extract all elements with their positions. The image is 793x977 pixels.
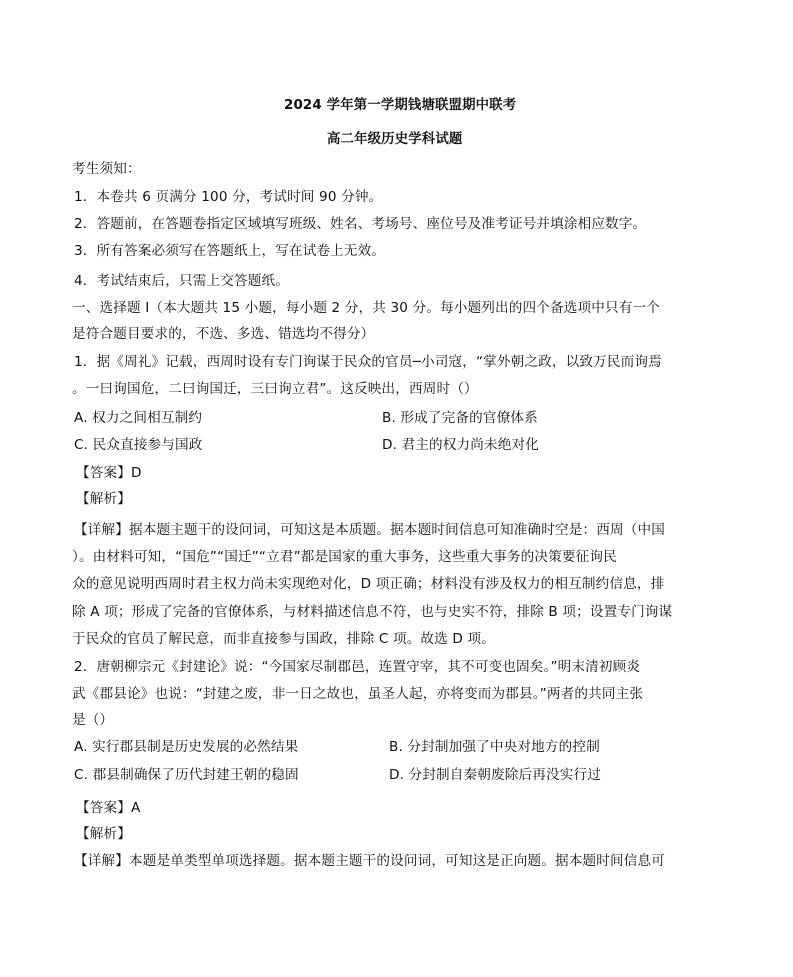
q1-answer: 【答案】D bbox=[76, 465, 142, 481]
q2-answer: 【答案】A bbox=[76, 800, 141, 816]
q2-stem-line-2: 武《郡县论》也说：“封建之废，非一日之故也，虽圣人起，亦将变而为郡县。”两者的共同主张 bbox=[72, 686, 644, 702]
q1-analysis-heading: 【解析】 bbox=[76, 491, 131, 507]
q1-option-b: B. 形成了完备的官僚体系 bbox=[382, 410, 538, 426]
q1-detail-line-3: 众的意见说明西周时君主权力尚未实现绝对化，D 项正确；材料没有涉及权力的相互制约信息，排 bbox=[72, 576, 665, 592]
q1-option-c: C. 民众直接参与国政 bbox=[74, 437, 203, 453]
exam-subtitle: 高二年级历史学科试题 bbox=[327, 132, 463, 147]
notice-item-2: 2．答题前，在答题卷指定区域填写班级、姓名、考场号、座位号及准考证号并填涂相应数字。 bbox=[74, 216, 647, 232]
notice-item-1: 1．本卷共 6 页满分 100 分，考试时间 90 分钟。 bbox=[74, 189, 383, 205]
q2-option-c: C. 郡县制确保了历代封建王朝的稳固 bbox=[74, 767, 299, 783]
q1-detail-line-5: 于民众的官员了解民意，而非直接参与国政，排除 C 项。故选 D 项。 bbox=[72, 631, 495, 647]
q1-detail-line-4: 除 A 项；形成了完备的官僚体系，与材料描述信息不符，也与史实不符，排除 B 项；设置专门询谋 bbox=[72, 604, 673, 620]
q1-stem-line-2: 。一曰询国危，二曰询国迁，三曰询立君”。这反映出，西周时（） bbox=[72, 381, 478, 397]
section-heading-line-1: 一、选择题 I（本大题共 15 小题，每小题 2 分，共 30 分。每小题列出的四个备选项中只有一个 bbox=[72, 300, 660, 316]
q2-detail-line-1: 【详解】本题是单类型单项选择题。据本题主题干的设问词，可知这是正向题。据本题时间信息可 bbox=[74, 853, 665, 869]
section-heading-line-2: 是符合题目要求的，不选、多选、错选均不得分） bbox=[72, 326, 375, 342]
exam-title: 2024 学年第一学期钱塘联盟期中联考 bbox=[284, 98, 517, 113]
notice-item-4: 4．考试结束后，只需上交答题纸。 bbox=[74, 273, 289, 289]
q1-detail-line-2: ）。由材料可知，“国危”“国迁”“立君”都是国家的重大事务，这些重大事务的决策要征询民 bbox=[72, 549, 617, 565]
q1-detail-line-1: 【详解】据本题主题干的设问词，可知这是本质题。据本题时间信息可知准确时空是：西周（中国 bbox=[74, 522, 665, 538]
q2-analysis-heading: 【解析】 bbox=[76, 826, 131, 842]
notice-heading: 考生须知： bbox=[72, 161, 141, 177]
q2-option-d: D. 分封制自秦朝废除后再没实行过 bbox=[389, 767, 601, 783]
q2-option-a: A. 实行郡县制是历史发展的必然结果 bbox=[74, 739, 299, 755]
q1-stem-line-1: 1．据《周礼》记载，西周时设有专门询谋于民众的官员─小司寇，“掌外朝之政，以致万民而询焉 bbox=[74, 354, 662, 370]
notice-item-3: 3．所有答案必须写在答题纸上，写在试卷上无效。 bbox=[74, 243, 386, 259]
q2-option-b: B. 分封制加强了中央对地方的控制 bbox=[389, 739, 600, 755]
q1-option-a: A. 权力之间相互制约 bbox=[74, 410, 203, 426]
q2-stem-line-3: 是（） bbox=[72, 712, 114, 728]
q2-stem-line-1: 2．唐朝柳宗元《封建论》说：“今国家尽制郡邑，连置守宰，其不可变也固矣。”明末清初顾炎 bbox=[74, 659, 641, 675]
q1-option-d: D. 君主的权力尚未绝对化 bbox=[382, 437, 539, 453]
